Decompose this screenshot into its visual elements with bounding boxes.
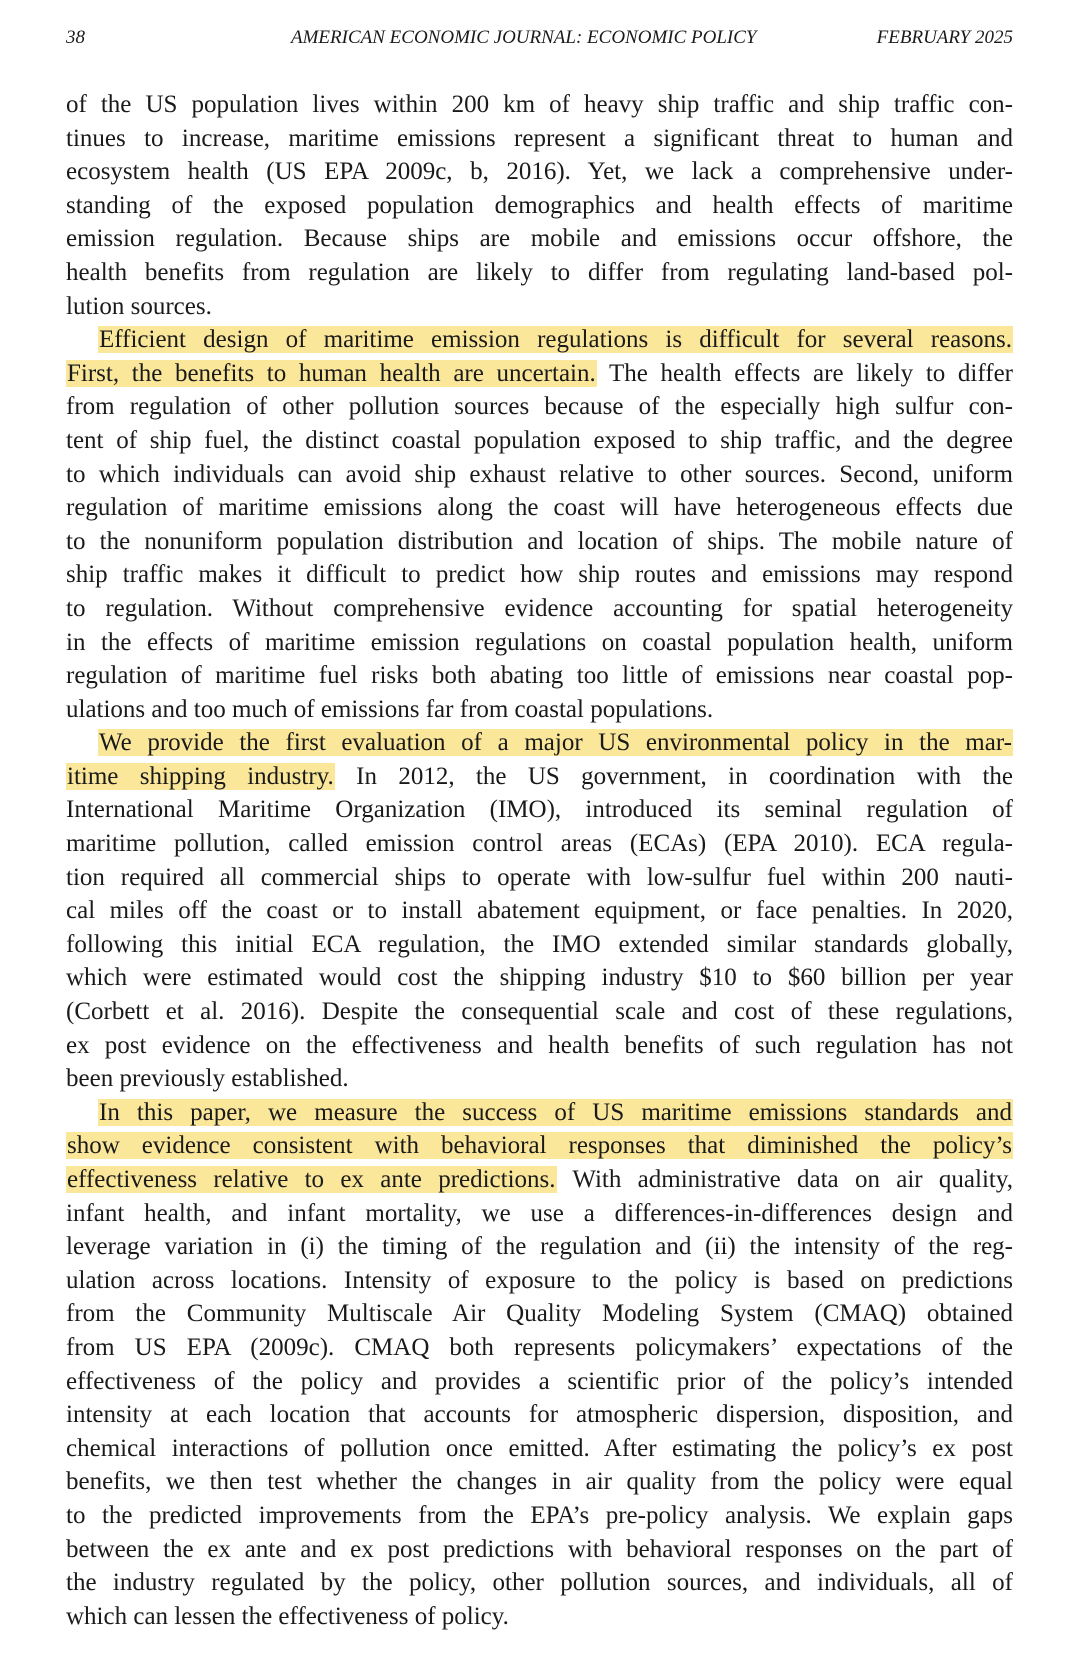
text-line: from the Community Multiscale Air Quality Modeling System (CMAQ) obtained (66, 1300, 1013, 1328)
line-text: In 2012, the US government, in coordination with the (334, 762, 1013, 790)
text-line: tent of ship fuel, the distinct coastal population exposed to ship traffic, and the degree (66, 426, 1013, 454)
text-line: the industry regulated by the policy, other pollution sources, and individuals, all of (66, 1569, 1013, 1597)
paragraph-1 (66, 88, 1013, 323)
text-line: standing of the exposed population demographics and health effects of maritime (66, 191, 1013, 219)
text-line: from US EPA (2009c). CMAQ both represents policymakers’ expectations of the (66, 1333, 1013, 1361)
text-line: benefits, we then test whether the changes in air quality from the policy were equal (66, 1468, 1013, 1496)
text-line: infant health, and infant mortality, we use a differences-in-differences design and (66, 1199, 1013, 1227)
text-line (66, 726, 1013, 760)
line-text: With administrative data on air quality, (556, 1166, 1013, 1193)
highlighted-text[interactable]: Efficient design of maritime emission regulations is difficult for several reasons. (99, 326, 1012, 354)
text-line (66, 357, 1013, 391)
text-line: chemical interactions of pollution once emitted. After estimating the policy’s ex post (66, 1434, 1013, 1462)
text-line: intensity at each location that accounts for atmospheric dispersion, disposition, and (66, 1401, 1013, 1429)
text-line: ulation across locations. Intensity of exposure to the policy is based on predictions (66, 1266, 1013, 1294)
paragraph-3 (66, 726, 1013, 1096)
highlighted-text[interactable]: In this paper, we measure the success of US maritime emissions standards and (99, 1098, 1012, 1126)
text-line: in the effects of maritime emission regulations on coastal population health, uniform (66, 628, 1013, 656)
text-line: ecosystem health (US EPA 2009c, b, 2016). Yet, we lack a comprehensive under- (66, 158, 1013, 186)
text-line: effectiveness of the policy and provides a scientific prior of the policy’s intended (66, 1367, 1013, 1395)
text-line (66, 1129, 1013, 1163)
text-line: regulation of maritime emissions along the coast will have heterogeneous effects due (66, 494, 1013, 522)
text-line: (Corbett et al. 2016). Despite the consequential scale and cost of these regulations, (66, 998, 1013, 1026)
issue-date: FEBRUARY 2025 (876, 27, 1013, 48)
text-line: which were estimated would cost the shipping industry $10 to $60 billion per year (66, 964, 1013, 992)
text-line (66, 1163, 1013, 1197)
article-body (66, 88, 1013, 1633)
text-line: from regulation of other pollution sources because of the especially high sulfur con- (66, 393, 1013, 421)
text-line: to which individuals can avoid ship exhaust relative to other sources. Second, uniform (66, 460, 1013, 488)
text-line: ex post evidence on the effectiveness and health benefits of such regulation has not (66, 1031, 1013, 1059)
text-line: to regulation. Without comprehensive evidence accounting for spatial heterogeneity (66, 594, 1013, 622)
highlighted-text[interactable]: First, the benefits to human health are uncertain. (67, 359, 596, 387)
text-line: following this initial ECA regulation, the IMO extended similar standards globally, (66, 930, 1013, 958)
text-line: to the nonuniform population distribution and location of ships. The mobile nature of (66, 527, 1013, 555)
text-line: to the predicted improvements from the EPA’s pre-policy analysis. We explain gaps (66, 1501, 1013, 1529)
text-line: regulation of maritime fuel risks both abating too little of emissions near coastal pop- (66, 662, 1013, 690)
text-line: ship traffic makes it difficult to predict how ship routes and emissions may respond (66, 561, 1013, 589)
highlighted-text[interactable]: itime shipping industry. (67, 762, 334, 790)
text-line: maritime pollution, called emission control areas (ECAs) (EPA 2010). ECA regula- (66, 830, 1013, 858)
text-line: tinues to increase, maritime emissions represent a significant threat to human and (66, 124, 1013, 152)
text-line: which can lessen the effectiveness of policy. (66, 1602, 509, 1630)
paragraph-2 (66, 323, 1013, 726)
text-line: between the ex ante and ex post predictions with behavioral responses on the part of (66, 1535, 1013, 1563)
page-number: 38 (66, 27, 85, 48)
text-line: health benefits from regulation are likely to differ from regulating land-based pol- (66, 258, 1013, 286)
text-line: leverage variation in (i) the timing of the regulation and (ii) the intensity of the reg- (66, 1233, 1013, 1261)
text-line: been previously established. (66, 1065, 349, 1093)
running-header (66, 27, 1013, 57)
text-line: cal miles off the coast or to install abatement equipment, or face penalties. In 2020, (66, 897, 1013, 925)
journal-title: AMERICAN ECONOMIC JOURNAL: ECONOMIC POLICY (291, 27, 757, 48)
text-line (66, 760, 1013, 794)
line-text: The health effects are likely to differ (596, 359, 1013, 387)
text-line: of the US population lives within 200 km of heavy ship traffic and ship traffic con- (66, 91, 1013, 118)
text-line: lution sources. (66, 292, 212, 320)
text-line (66, 1096, 1013, 1130)
text-line (66, 323, 1013, 357)
text-line: tion required all commercial ships to operate with low-sulfur fuel within 200 nauti- (66, 863, 1013, 891)
text-line: International Maritime Organization (IMO), introduced its seminal regulation of (66, 796, 1013, 824)
highlighted-text[interactable]: We provide the first evaluation of a major US environmental policy in the mar- (99, 729, 1012, 757)
highlighted-text[interactable]: show evidence consistent with behavioral responses that diminished the policy’s (67, 1132, 1012, 1160)
highlighted-text[interactable]: effectiveness relative to ex ante predictions. (67, 1166, 556, 1193)
text-line: ulations and too much of emissions far from coastal populations. (66, 695, 714, 723)
paragraph-4 (66, 1096, 1013, 1634)
text-line: emission regulation. Because ships are mobile and emissions occur offshore, the (66, 225, 1013, 253)
